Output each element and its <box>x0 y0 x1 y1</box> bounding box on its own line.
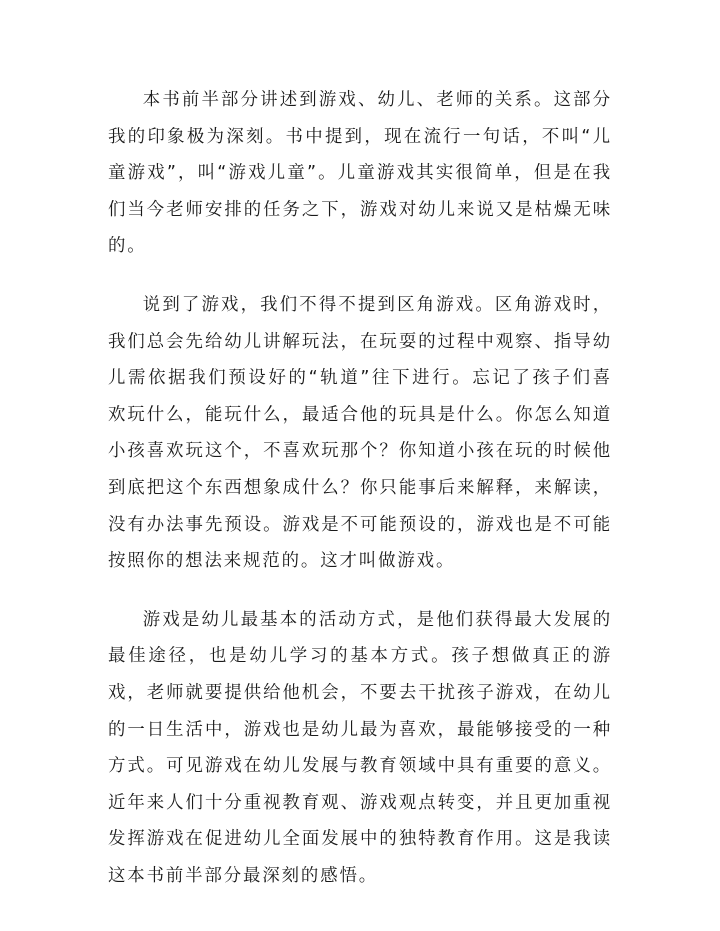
paragraph-1: 本书前半部分讲述到游戏、幼儿、老师的关系。这部分我的印象极为深刻。书中提到，现在流行一句话，不叫“儿童游戏”，叫“游戏儿童”。儿童游戏其实很简单，但是在我们当今老师安排的任务之下，游戏对幼儿来说又是枯燥无味的。 <box>108 90 612 257</box>
document-body <box>108 82 612 894</box>
paragraph-3: 游戏是幼儿最基本的活动方式，是他们获得最大发展的最佳途径，也是幼儿学习的基本方式。孩子想做真正的游戏，老师就要提供给他机会，不要去干扰孩子游戏，在幼儿的一日生活中，游戏也是幼儿最为喜欢，最能够接受的一种方式。可见游戏在幼儿发展与教育领域中具有重要的意义。近年来人们十分重视教育观、游戏观点转变，并且更加重视发挥游戏在促进幼儿全面发展中的独特教育作用。这是我读这本书前半部分最深刻的感悟。 <box>108 609 612 886</box>
paragraph-2: 说到了游戏，我们不得不提到区角游戏。区角游戏时，我们总会先给幼儿讲解玩法，在玩耍的过程中观察、指导幼儿需依据我们预设好的“轨道”往下进行。忘记了孩子们喜欢玩什么，能玩什么，最适合他的玩具是什么。你怎么知道小孩喜欢玩这个，不喜欢玩那个？你知道小孩在玩的时候他到底把这个东西想象成什么？你只能事后来解释，来解读，没有办法事先预设。游戏是不可能预设的，游戏也是不可能按照你的想法来规范的。这才叫做游戏。 <box>108 294 612 572</box>
